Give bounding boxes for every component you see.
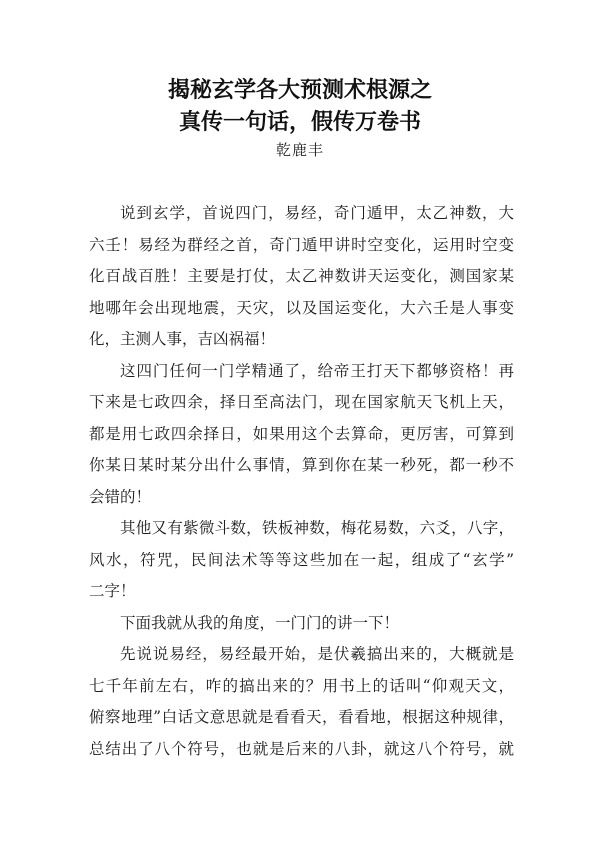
paragraph-1-line-4: 地哪年会出现地震，天灾，以及国运变化，大六壬是人事变 bbox=[89, 298, 514, 317]
paragraph-1-line-3: 化百战百胜！主要是打仗，太乙神数讲天运变化，测国家某 bbox=[89, 267, 514, 285]
paragraph-2-line-3: 都是用七政四余择日，如果用这个去算命，更厉害，可算到 bbox=[89, 424, 514, 443]
paragraph-1-line-2: 六壬！易经为群经之首，奇门遁甲讲时空变化，运用时空变 bbox=[89, 235, 514, 254]
paragraph-5-line-3: 俯察地理”白话文意思就是看看天，看看地，根据这种规律， bbox=[89, 708, 514, 726]
paragraph-5-line-2: 七千年前左右，咋的搞出来的？用书上的话叫“仰观天文， bbox=[89, 676, 514, 695]
document-body bbox=[89, 198, 514, 765]
paragraph-3-line-1: 其他又有紫微斗数，铁板神数，梅花易数，六爻，八字， bbox=[120, 519, 514, 537]
paragraph-3-line-3: 二字！ bbox=[89, 582, 136, 600]
paragraph-2-line-4: 你某日某时某分出什么事情，算到你在某一秒死，都一秒不 bbox=[89, 456, 514, 474]
author-name: 乾鹿丰 bbox=[275, 141, 324, 159]
paragraph-1-line-1: 说到玄学，首说四门，易经，奇门遁甲，太乙神数，大 bbox=[120, 204, 514, 222]
paragraph-1-line-5: 化，主测人事，吉凶祸福！ bbox=[89, 330, 276, 348]
paragraph-2-line-5: 会错的！ bbox=[89, 487, 152, 506]
paragraph-4-line-1: 下面我就从我的角度，一门门的讲一下！ bbox=[120, 613, 400, 632]
document-title-line-2: 真传一句话，假传万卷书 bbox=[178, 110, 421, 135]
paragraph-2-line-2: 下来是七政四余，择日至高法门，现在国家航天飞机上天， bbox=[89, 393, 514, 411]
paragraph-5-line-4: 总结出了八个符号，也就是后来的八卦，就这八个符号，就 bbox=[89, 739, 514, 758]
paragraph-3-line-2: 风水，符咒，民间法术等等这些加在一起，组成了“玄学” bbox=[89, 550, 514, 569]
paragraph-5-line-1: 先说说易经，易经最开始，是伏羲搞出来的，大概就是 bbox=[120, 645, 514, 663]
document-title-line-1: 揭秘玄学各大预测术根源之 bbox=[167, 78, 432, 103]
paragraph-2-line-1: 这四门任何一门学精通了，给帝王打天下都够资格！再 bbox=[120, 361, 514, 380]
